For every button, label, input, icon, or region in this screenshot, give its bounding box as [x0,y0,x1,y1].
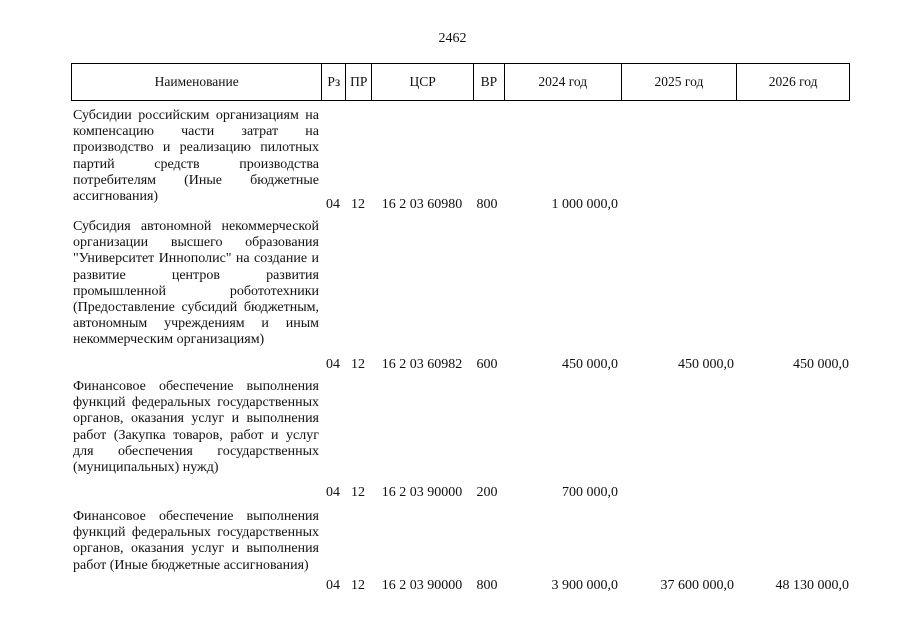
row-pr: 12 [351,196,365,212]
row-2026: 450 000,0 [793,356,849,372]
row-vr: 200 [476,484,498,500]
header-2026: 2026 год [768,74,818,89]
row-pr: 12 [351,356,365,372]
header-2025: 2025 год [622,64,738,100]
header-2024: 2024 год [505,64,622,100]
header-pr: ПР [346,64,372,100]
table-row [71,219,851,373]
row-rz: 04 [326,484,340,500]
row-name: Финансовое обеспечение выполнения функций федеральных государственных органов, оказания услуг и выполнения работ (Закупка товаров, работ и услуг для обеспечения государственных (муниципальных) нужд) [73,379,319,476]
row-2024: 700 000,0 [562,484,618,500]
table-row [71,379,851,501]
row-name: Субсидии российским организациям на компенсацию части затрат на производство и реализацию пилотных партий средств производства потребителям (Иные бюджетные ассигнования) [73,108,319,205]
page-number: 2462 [438,31,467,46]
table-header [71,63,850,101]
table-row [71,108,851,213]
row-2024: 1 000 000,0 [551,196,618,212]
row-vr: 600 [476,356,498,372]
row-rz: 04 [326,196,340,212]
row-name: Финансовое обеспечение выполнения функций федеральных государственных органов, оказания услуг и выполнения работ (Иные бюджетные ассигнования) [73,509,319,573]
row-2026: 48 130 000,0 [775,577,849,593]
row-vr: 800 [476,196,498,212]
row-rz: 04 [326,356,340,372]
header-name: Наименование [72,64,322,100]
row-2024: 450 000,0 [562,356,618,372]
row-csr: 16 2 03 90000 [381,484,463,500]
row-csr: 16 2 03 60982 [381,356,463,372]
row-csr: 16 2 03 90000 [381,577,463,593]
header-vr: ВР [474,64,505,100]
header-rz: Рз [322,64,346,100]
table-row [71,509,851,594]
row-rz: 04 [326,577,340,593]
row-2025: 450 000,0 [678,356,734,372]
header-csr: ЦСР [372,64,474,100]
row-csr: 16 2 03 60980 [381,196,463,212]
row-name: Субсидия автономной некоммерческой организации высшего образования "Университет Иннополис" на создание и развитие центров развития промышленной робототехники (Предоставление субсидий бюджетным, автономным учреждениям и иным некоммерческим организациям) [73,219,319,348]
row-2025: 37 600 000,0 [660,577,734,593]
row-pr: 12 [351,577,365,593]
row-vr: 800 [476,577,498,593]
row-pr: 12 [351,484,365,500]
row-2024: 3 900 000,0 [551,577,618,593]
